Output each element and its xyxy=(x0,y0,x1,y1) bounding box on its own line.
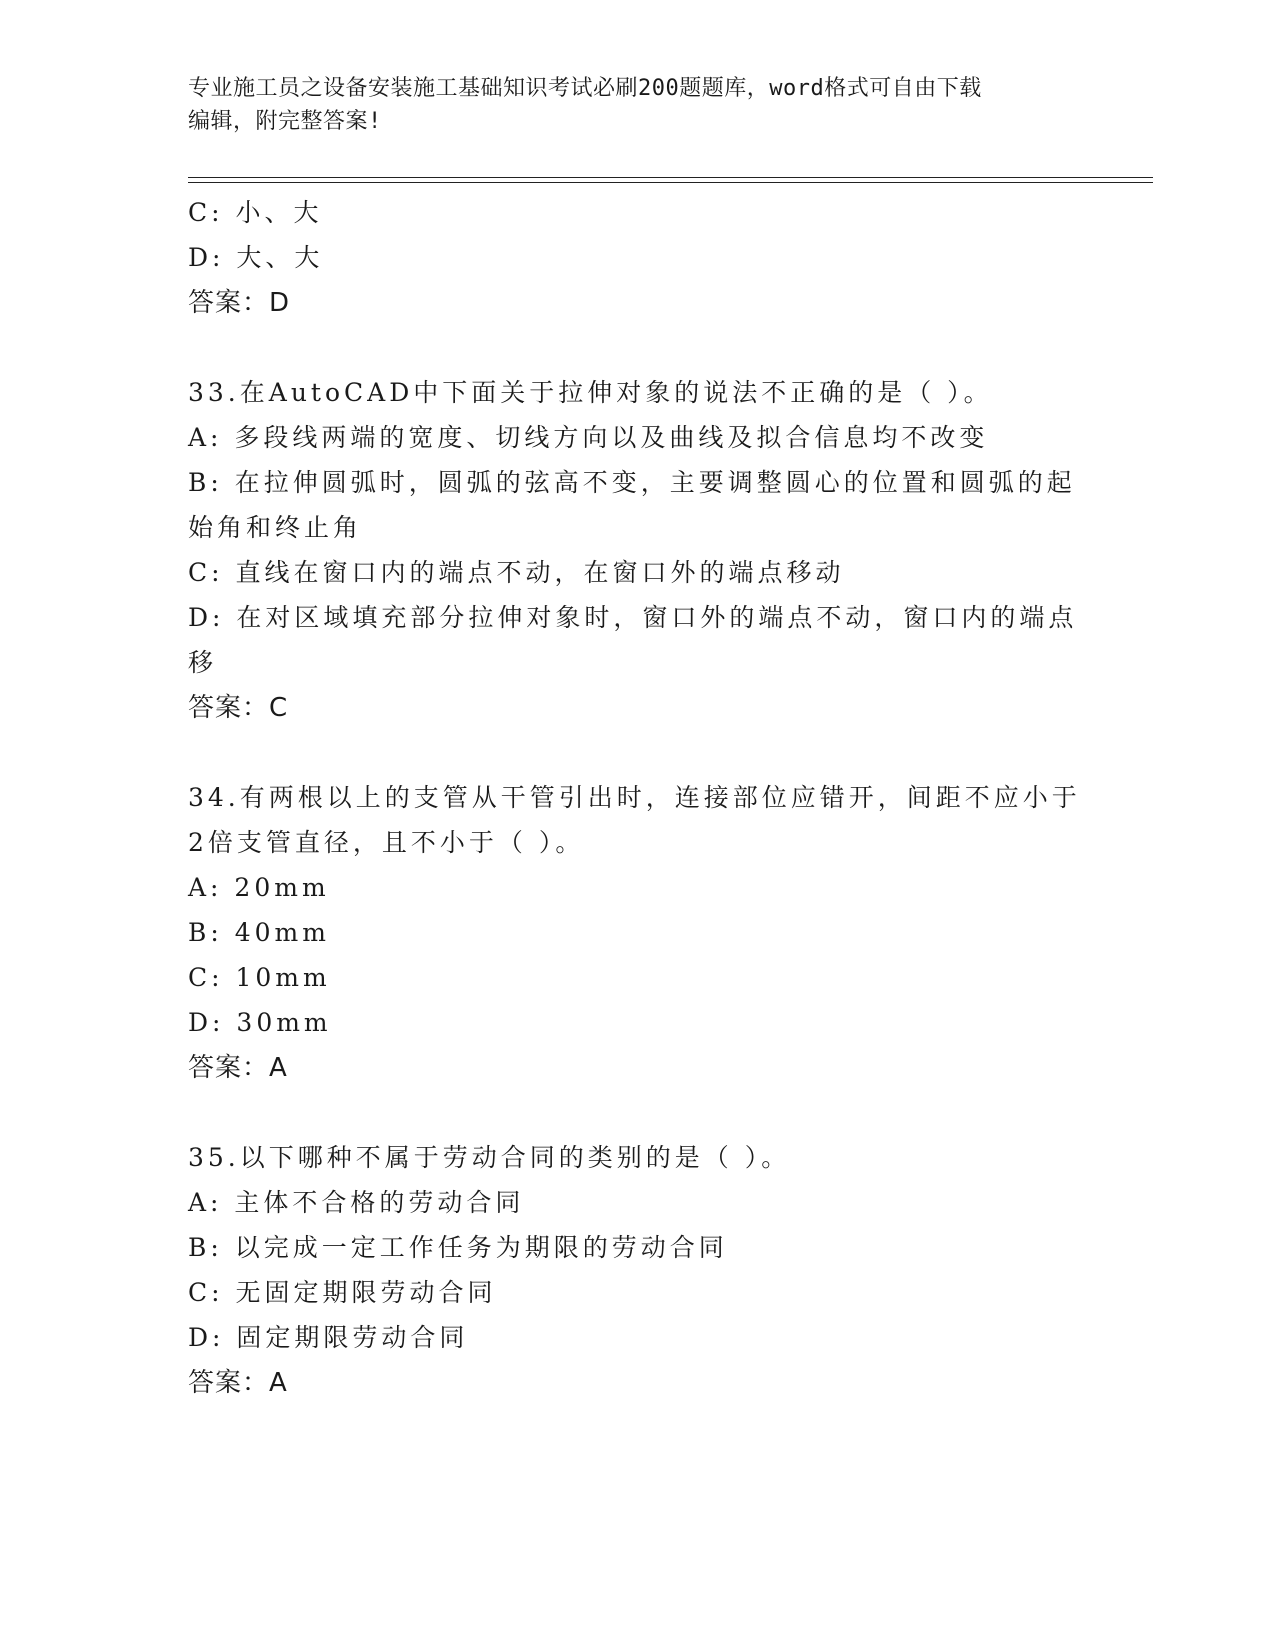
answer: 答案：C xyxy=(188,693,289,723)
option-b: B: 以完成一定工作任务为期限的劳动合同 xyxy=(188,1233,728,1262)
spacer xyxy=(188,731,1088,775)
spacer xyxy=(188,1091,1088,1135)
option-a: A: 多段线两端的宽度、切线方向以及曲线及拟合信息均不改变 xyxy=(188,423,989,452)
header-divider-bottom xyxy=(188,182,1153,183)
option-d: D: 固定期限劳动合同 xyxy=(188,1323,469,1352)
question-block-33 xyxy=(188,370,1088,731)
option-a: A: 20mm xyxy=(188,873,330,902)
question-list xyxy=(188,190,1088,1406)
header-divider-top xyxy=(188,177,1153,178)
question-block-34 xyxy=(188,775,1088,1091)
option-b: B: 40mm xyxy=(188,918,330,947)
question-stem: 35.以下哪种不属于劳动合同的类别的是（ ）。 xyxy=(188,1143,791,1172)
option-d-continued: 移 xyxy=(188,648,218,677)
header-line-2: 编辑，附完整答案! xyxy=(188,109,382,134)
option-b-continued: 始角和终止角 xyxy=(188,513,363,542)
option-c: C: 无固定期限劳动合同 xyxy=(188,1278,497,1307)
option-d: D: 30mm xyxy=(188,1008,332,1037)
option-c: C: 10mm xyxy=(188,963,331,992)
question-stem: 34.有两根以上的支管从干管引出时，连接部位应错开，间距不应小于 xyxy=(188,783,1081,812)
option-b: B: 在拉伸圆弧时，圆弧的弦高不变，主要调整圆心的位置和圆弧的起 xyxy=(188,468,1076,497)
option-d: D: 在对区域填充部分拉伸对象时，窗口外的端点不动，窗口内的端点 xyxy=(188,603,1078,632)
option-c: C: 直线在窗口内的端点不动，在窗口外的端点移动 xyxy=(188,558,845,587)
question-block-prev xyxy=(188,190,1088,326)
spacer xyxy=(188,326,1088,370)
question-block-35 xyxy=(188,1135,1088,1406)
document-header xyxy=(188,72,1088,138)
question-stem-continued: 2倍支管直径，且不小于（ ）。 xyxy=(188,828,585,857)
answer: 答案：A xyxy=(188,1368,288,1398)
header-line-1: 专业施工员之设备安装施工基础知识考试必刷200题题库，word格式可自由下载 xyxy=(188,76,982,101)
question-stem: 33.在AutoCAD中下面关于拉伸对象的说法不正确的是（ ）。 xyxy=(188,378,993,407)
answer: 答案：D xyxy=(188,288,291,318)
option-d: D: 大、大 xyxy=(188,243,324,272)
option-a: A: 主体不合格的劳动合同 xyxy=(188,1188,525,1217)
option-c: C: 小、大 xyxy=(188,198,323,227)
answer: 答案：A xyxy=(188,1053,288,1083)
